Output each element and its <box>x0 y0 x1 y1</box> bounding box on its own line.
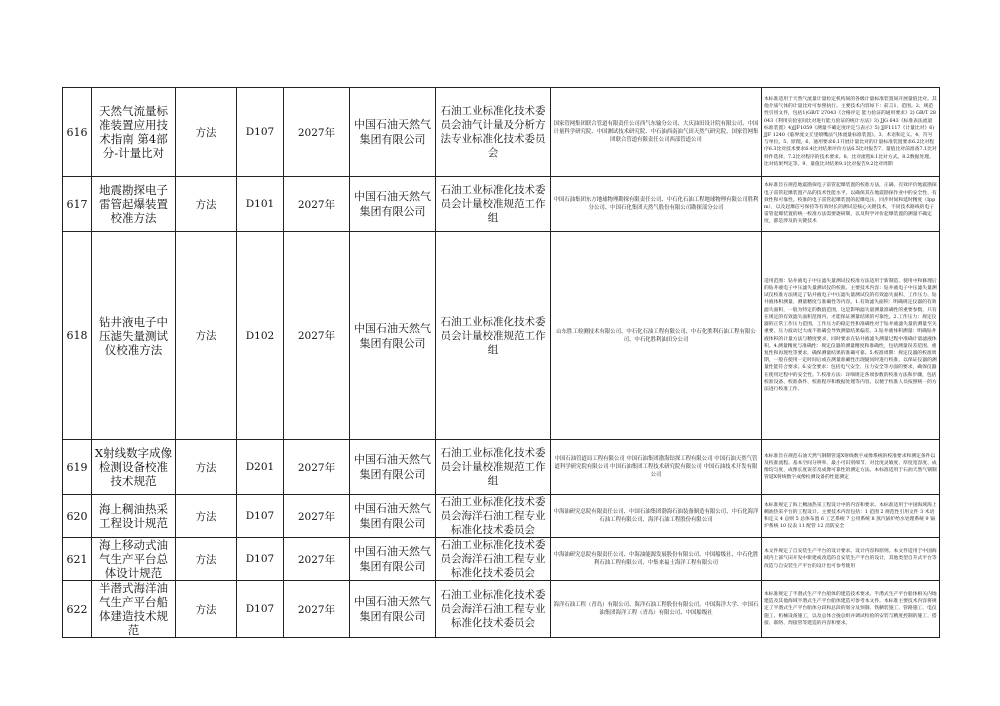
scope-description: 本标准规定了海上稠油热采工程设计中的内容和要求。本标准适用于中国海域海上稠油热采平台的工程设计。主要技术内容包括：1 范围 2 规范性引用文件 3 术语和定义 4 总则 5 总体布置 6 工艺系统 7 公用系统 8 蒸汽锅炉给水处理系统 9 锅炉系统 10 仪表 11 配管 12 消防安全 <box>762 495 940 538</box>
table-row <box>63 440 940 495</box>
standard-type: 方法 <box>176 177 237 232</box>
completion-year: 2027年 <box>284 495 350 538</box>
completion-year: 2027年 <box>284 440 350 495</box>
competent-organization: 中国石油天然气集团有限公司 <box>350 440 436 495</box>
competent-organization: 中国石油天然气集团有限公司 <box>350 495 436 538</box>
standard-name: 地震勘探电子雷管起爆装置校准方法 <box>92 177 176 232</box>
category-code: D201 <box>237 440 284 495</box>
row-number: 621 <box>63 538 92 581</box>
drafting-units: 海洋石油工程（青岛）有限公司、海洋石油工程股份有限公司、中国海洋大学、中国石油集团海洋工程（青岛）有限公司、中国船级社 <box>551 581 762 638</box>
technical-committee: 石油工业标准化技术委员会海洋石油工程专业标准化技术委员会 <box>436 538 551 581</box>
scope-description: 本文件规定了自安装生产平台的设计要求。设计内容和原则。本文件适用于中国海域内上部气田开发中新建或改造的自安装生产平台的设计，其他类型自升式平台等改造与自安装生产平台的设计也可参考使用 <box>762 538 940 581</box>
table-row <box>63 495 940 538</box>
standard-type: 方法 <box>176 440 237 495</box>
table-row <box>63 581 940 638</box>
technical-committee: 石油工业标准化技术委员会计量校准规范工作组 <box>436 177 551 232</box>
standard-type: 方法 <box>176 88 237 177</box>
row-number: 622 <box>63 581 92 638</box>
standards-table <box>62 87 940 638</box>
competent-organization: 中国石油天然气集团有限公司 <box>350 88 436 177</box>
category-code: D107 <box>237 495 284 538</box>
standard-type: 方法 <box>176 232 237 440</box>
scope-description: 本标准旨在规范地震勘探电子雷管起爆装置的校准方法，正确、有效评价地震勘探电子雷管起爆装置产品的技术性能水平，以确保其在地震勘探作业中的安全性、有效性和可靠性。校准的电子雷管起爆装置的起爆电压、同步时间和延时精度（Ippm），以及起爆信号保持等有效时长的测试是核心关键技术，不同技术路线的电子雷管起爆装置的统一校准方法需要逐研制，以及科学评价起爆装置的测量不确定度，都是涉及的关键技术 <box>762 177 940 232</box>
completion-year: 2027年 <box>284 177 350 232</box>
competent-organization: 中国石油天然气集团有限公司 <box>350 232 436 440</box>
category-code: D107 <box>237 538 284 581</box>
scope-description: 本标准规定了半潜式生产平台船体的建造技术要求。半潜式生产平台船体相关内地建造及其他海域半潜式生产平台船体建造可参考本文件。本标准主要技术内容将规定了半潜式生产平台船体分段和总段的划分及预制、铁舾装施工、管路施工、电仪施工、机械设备施工，以及总体合拢总组并调试检验的安装与精度控制的施工、搭接、联络、焊接管等建造的内容和要求。 <box>762 581 940 638</box>
row-number: 618 <box>63 232 92 440</box>
drafting-units: 中国石油集团东方地球物理勘探有限责任公司、中石化石油工程地球物理有限公司胜利分公司、中国石化集团天然气股份有限公司勘探部分公司 <box>551 177 762 232</box>
standard-type: 方法 <box>176 495 237 538</box>
row-number: 617 <box>63 177 92 232</box>
standard-type: 方法 <box>176 538 237 581</box>
category-code: D107 <box>237 88 284 177</box>
standard-name: 海上稠油热采工程设计规范 <box>92 495 176 538</box>
standard-name: 半潜式海洋油气生产平台船体建造技术规范 <box>92 581 176 638</box>
row-number: 620 <box>63 495 92 538</box>
row-number: 616 <box>63 88 92 177</box>
standard-name: 海上移动式油气生产平台总体设计规范 <box>92 538 176 581</box>
table-row <box>63 177 940 232</box>
completion-year: 2027年 <box>284 232 350 440</box>
drafting-units: 中国石油管道局工程有限公司 中国石油集团渤海钻探工程有限公司 中国石油天然气管道科学研究院有限公司 中国石油集团工程技术研究院有限公司 中国石油技术开发有限公司 <box>551 440 762 495</box>
standard-name: X射线数字成像检测设备校准技术规范 <box>92 440 176 495</box>
competent-organization: 中国石油天然气集团有限公司 <box>350 581 436 638</box>
category-code: D107 <box>237 581 284 638</box>
table-row <box>63 538 940 581</box>
drafting-units: 中海油研究总院有限责任公司、中国石油集团渤海石油装备制造有限公司、中石化海洋石油工程有限公司、海洋石油工程股份有限公司 <box>551 495 762 538</box>
standard-name: 钻井液电子中压滤失量测试仪校准方法 <box>92 232 176 440</box>
completion-year: 2027年 <box>284 88 350 177</box>
competent-organization: 中国石油天然气集团有限公司 <box>350 177 436 232</box>
standard-name: 天然气流量标准装置应用技术指南 第4部分-计量比对 <box>92 88 176 177</box>
technical-committee: 石油工业标准化技术委员会海洋石油工程专业标准化技术委员会 <box>436 581 551 638</box>
category-code: D102 <box>237 232 284 440</box>
completion-year: 2027年 <box>284 538 350 581</box>
technical-committee: 石油工业标准化技术委员会油气计量及分析方法专业标准化技术委员会 <box>436 88 551 177</box>
table-row <box>63 232 940 440</box>
technical-committee: 石油工业标准化技术委员会计量校准规范工作组 <box>436 232 551 440</box>
standard-type: 方法 <box>176 581 237 638</box>
table-body <box>63 88 940 638</box>
technical-committee: 石油工业标准化技术委员会计量校准规范工作组 <box>436 440 551 495</box>
row-number: 619 <box>63 440 92 495</box>
drafting-units: 山东胜工检测技术有限公司、中石化石油工程有限公司、中石化胜利石油工程有限公司、中石化胜利油田分公司 <box>551 232 762 440</box>
scope-description: 适用范围：钻井液电子中压滤失量测试仪校准方法适用于新制造、使用中和修理后的钻井液电子中压滤失量测试仪的校准。主要技术内容：钻井液电子中压滤失量测试仪校准方法规定了钻井液电子中压滤失量测试仪的有效滤失面积、工作压力、钻井液体积测量、测量精度与准确性等内容。1.有效滤失面积：明确规定仪器的有效滤失面积，一般为特定的数值范围，这是影响滤失量测量准确性的重要参数，只有在规定的有效滤失面积范围内，才能保证测量结果的可靠性。2.工作压力：规定仪器的正常工作压力范围，工作压力的稳定性和准确性对于钻井液滤失量的测量至关重要，压力波动过大或不准确会导致测量结果偏差。3.钻井液体积测量：明确钻井液体积的计量方法与精度要求，同时要求在钻井液滤失测量过程中准确计量滤液体积。4.测量精度与准确性：规定仪器的测量精度和准确性，包括测量误差范围、重复性和再现性等要求，确保测量结果的准确可靠。5.校准周期：规定仪器的校准周期，一般在使用一定时间后或在测量准确性出现疑问时进行校准，以保证仪器的测量性能符合要求。6.安全要求：包括电气安全、压力安全等方面的要求，确保仪器在使用过程中的安全性。7.校准方法：详细规定各项参数的校准方法和步骤，包括校准设备、校准条件、校准程序和数据处理等内容，以便于校准人员按照统一的方法进行校准工作。 <box>762 232 940 440</box>
drafting-units: 国家管网集团联合管道有限责任公司西气东输分公司、大庆油田设计院有限公司、中国计量科学研究院、中国测试技术研究院、中石油西南油气田天然气研究院、国家管网集团联合管道有限责任公司西部管道公司 <box>551 88 762 177</box>
completion-year: 2027年 <box>284 581 350 638</box>
scope-description: 本标准旨在规范石油天然气钢制管道X射线数字成像系统的校准要求和测定条件以及校准流程。基本空间分辨率、最小可识别细节、对比度灵敏度、厚度宽容度、成像均匀度、成像长度误差及成像可靠性的测定方法。本标准适用于石油天然气钢制管道X射线数字成像检测设备的性能测定 <box>762 440 940 495</box>
scope-description: 本标准适用于天然气流量计量检定机构间的各级计量标准装置间开展量值比对。其他介质气体的计量比对可参照执行。主要技术内容如下：前言1、范围。2、规范性引用文件，包括1)GB/T 27043《合格评定 能力验证的通用要求》2) GB/T 28043《利用实验室间比对进行能力验证的统计方法》3) JJG 643《标准表法流量标准装置》4)JJF1059《测量不确定度评定与表示》5) JJF1117《计量比对》6) JJF 1240《临界流文丘里喷嘴法气体流量标准装置》。3、术语和定义。4、符号与单位。5、原理。6、通用要求6.1开展计量比对的计量标准装置要求6.2比对程序6.3比对技术要求6.4比对结果评价方法6.5比对报告7、量值比对前准备7.1比对样件选择，7.2比对程序的技术要求。8、比对流程8.1比对方式。8.2数据处理。比对结果判定等。9、量值比对结果9.1比对报告9.2比对周期 <box>762 88 940 177</box>
drafting-units: 中海油研究总院有限责任公司、中海油能源发展股份有限公司、中国船级社、中石化胜利石油工程有限公司、中集来福士海洋工程有限公司 <box>551 538 762 581</box>
category-code: D101 <box>237 177 284 232</box>
table-row <box>63 88 940 177</box>
competent-organization: 中国石油天然气集团有限公司 <box>350 538 436 581</box>
technical-committee: 石油工业标准化技术委员会海洋石油工程专业标准化技术委员会 <box>436 495 551 538</box>
